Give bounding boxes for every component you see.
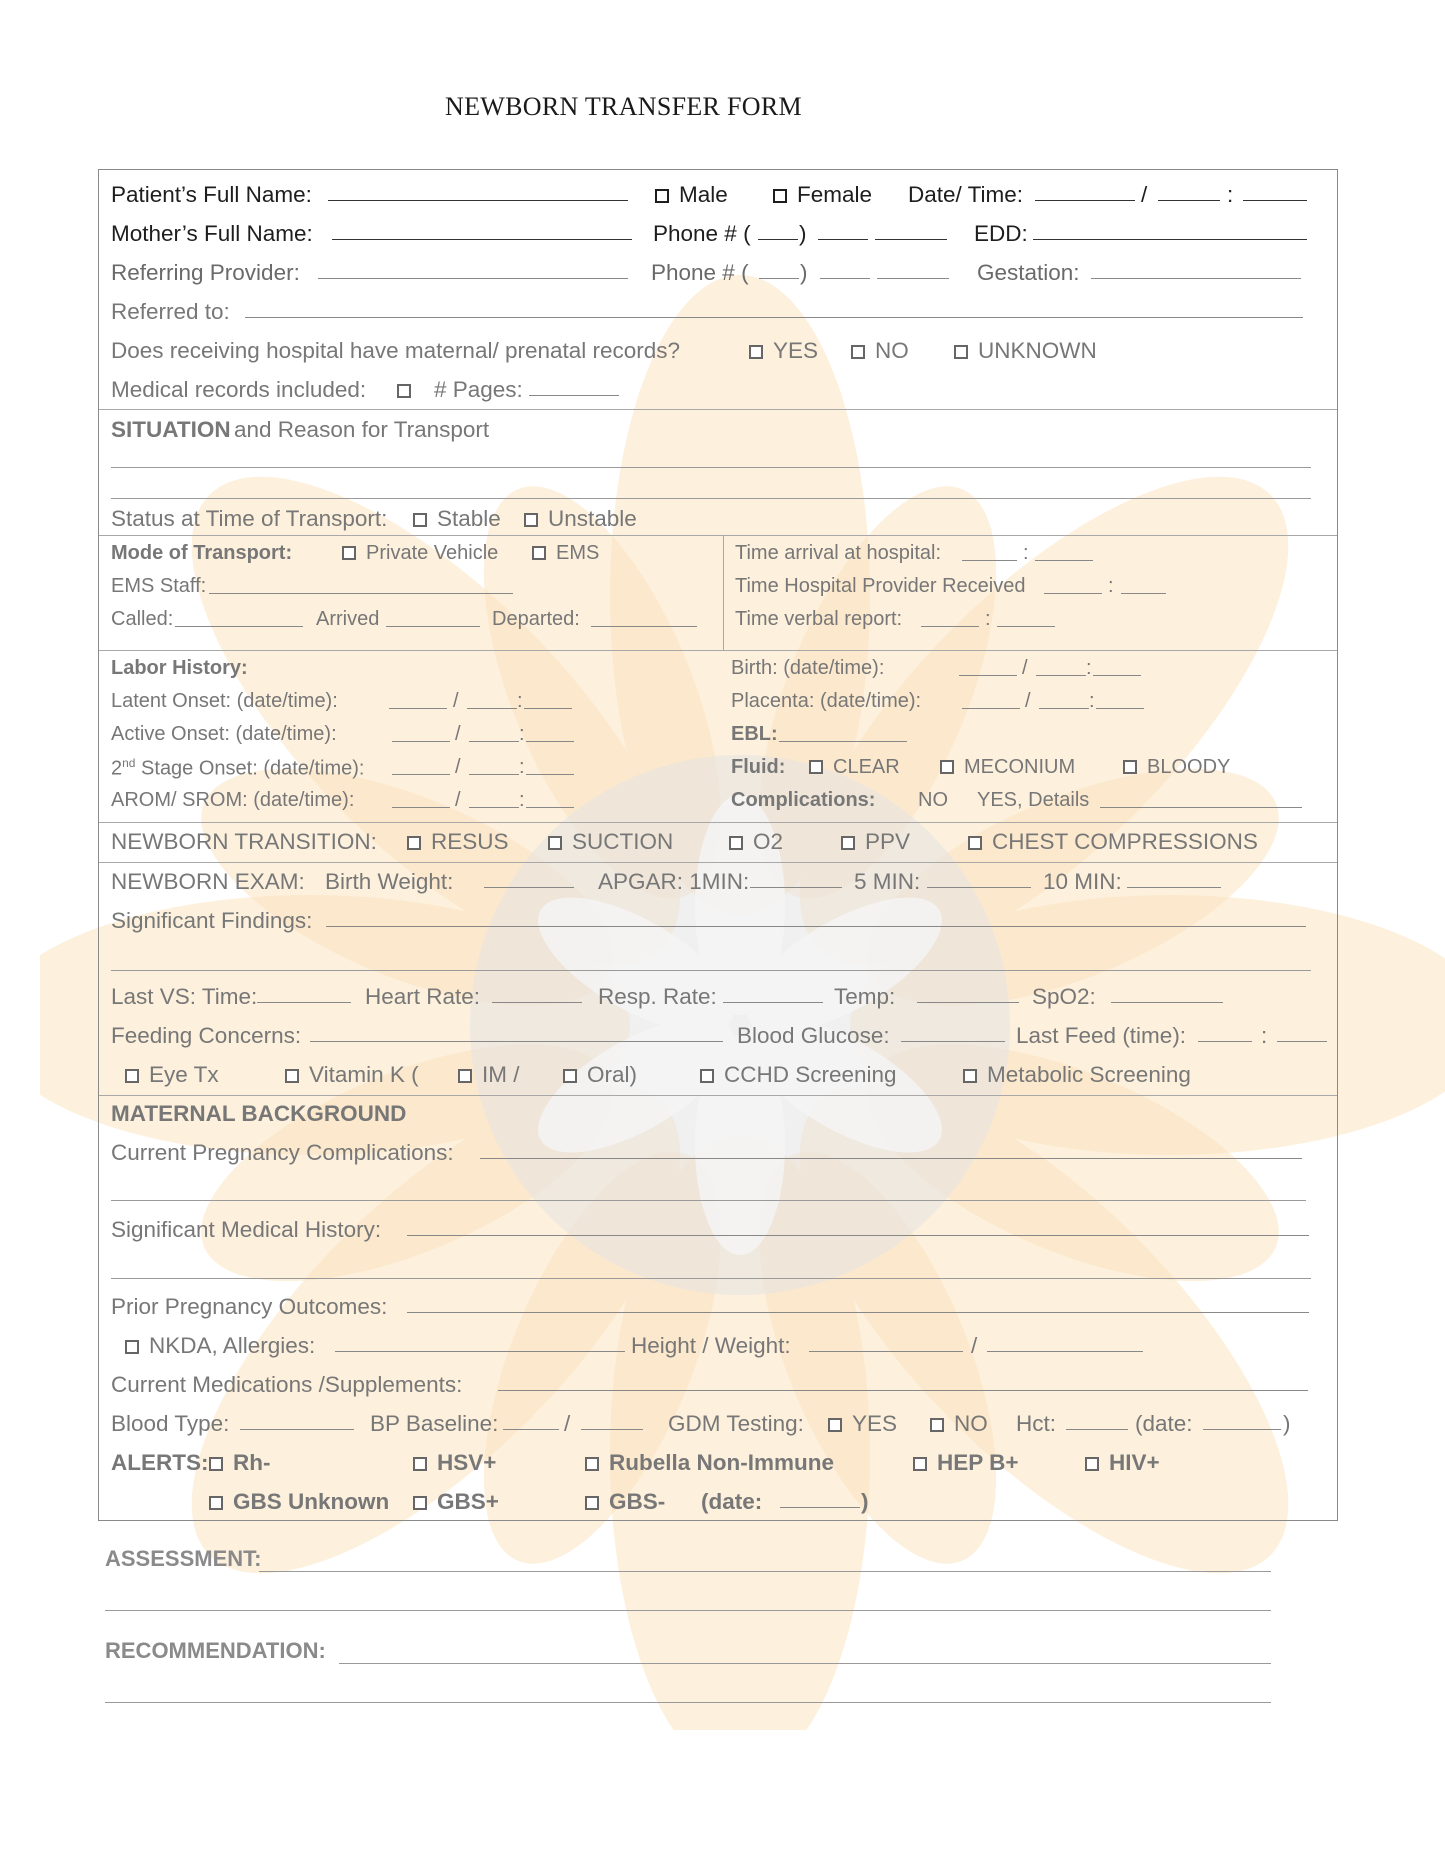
findings-label: Significant Findings: [111, 908, 313, 933]
bloody-checkbox[interactable] [1123, 760, 1137, 774]
mode-label: Mode of Transport: [111, 542, 293, 564]
hsv-group[interactable]: HSV+ [413, 1450, 496, 1476]
ems-staff-field[interactable] [209, 575, 513, 594]
last-vs-time-field[interactable] [257, 984, 351, 1003]
arrived-field[interactable] [386, 608, 480, 627]
clear-checkbox[interactable] [809, 760, 823, 774]
datetime-label: Date/ Time: [908, 182, 1024, 207]
gestation-label: Gestation: [977, 260, 1080, 285]
records-no-group[interactable]: NO [851, 338, 909, 364]
unstable-group[interactable]: Unstable [524, 506, 637, 532]
referring-provider-field[interactable] [318, 260, 628, 279]
provider-phone-line[interactable] [877, 260, 949, 279]
resp-rate-field[interactable] [723, 984, 823, 1003]
blood-type-field[interactable] [240, 1411, 354, 1430]
private-vehicle-group[interactable]: Private Vehicle [342, 542, 498, 565]
birth-weight-label: Birth Weight: [325, 869, 454, 894]
divider-transition [99, 822, 1337, 823]
mother-name-field[interactable] [332, 221, 632, 240]
clear-group[interactable]: CLEAR [809, 756, 900, 779]
complications-label: Complications: [731, 789, 876, 811]
called-field[interactable] [175, 608, 303, 627]
ebl-label: EBL: [731, 723, 778, 745]
temp-field[interactable] [917, 984, 1019, 1003]
gdm-label: GDM Testing: [668, 1411, 804, 1436]
referring-provider-label: Referring Provider: [111, 260, 300, 285]
resp-rate-label: Resp. Rate: [598, 984, 717, 1009]
resus-checkbox[interactable] [407, 836, 421, 850]
arrival-label: Time arrival at hospital: [735, 542, 941, 564]
male-checkbox-group[interactable]: Male [655, 182, 728, 208]
provider-phone-area[interactable] [759, 260, 799, 279]
vitamin-k-group[interactable]: Vitamin K ( [285, 1062, 419, 1088]
ppv-checkbox[interactable] [841, 836, 855, 850]
temp-label: Temp: [834, 984, 896, 1009]
arom-label: AROM/ SROM: (date/time): [111, 789, 355, 811]
oral-group[interactable]: Oral) [563, 1062, 637, 1088]
fluid-label: Fluid: [731, 756, 786, 778]
records-unknown-group[interactable]: UNKNOWN [954, 338, 1097, 364]
alerts-label: ALERTS: [111, 1450, 209, 1475]
gbs-unknown-group[interactable]: GBS Unknown [209, 1489, 389, 1515]
chest-compressions-group[interactable]: CHEST COMPRESSIONS [968, 829, 1258, 855]
last-vs-label: Last VS: Time: [111, 984, 258, 1009]
patient-name-label: Patient’s Full Name: [111, 182, 312, 207]
second-stage-date-field[interactable] [392, 756, 450, 775]
arrival-minute-field[interactable] [1035, 542, 1093, 561]
ebl-field[interactable] [779, 723, 907, 742]
spo2-label: SpO2: [1032, 984, 1096, 1009]
gestation-field[interactable] [1091, 260, 1301, 279]
pregnancy-complications-field[interactable] [480, 1140, 1302, 1159]
nkda-checkbox[interactable] [125, 1340, 139, 1354]
second-stage-label: 2nd Stage Onset: (date/time): [111, 756, 365, 780]
medical-history-label: Significant Medical History: [111, 1217, 382, 1242]
placenta-hour-field[interactable] [1039, 690, 1089, 709]
complications-no[interactable]: NO [918, 789, 948, 811]
mother-phone-prefix[interactable] [818, 221, 868, 240]
blood-type-label: Blood Type: [111, 1411, 230, 1436]
verbal-report-hour-field[interactable] [921, 608, 979, 627]
hiv-checkbox[interactable] [1085, 1457, 1099, 1471]
provider-received-label: Time Hospital Provider Received [735, 575, 1026, 597]
medications-field[interactable] [498, 1372, 1308, 1391]
glucose-label: Blood Glucose: [737, 1023, 890, 1048]
placenta-minute-field[interactable] [1096, 690, 1144, 709]
ems-staff-label: EMS Staff: [111, 575, 207, 597]
gbs-plus-group[interactable]: GBS+ [413, 1489, 499, 1515]
last-feed-hour-field[interactable] [1198, 1023, 1252, 1042]
last-feed-minute-field[interactable] [1277, 1023, 1327, 1042]
rh-group[interactable]: Rh- [209, 1450, 271, 1476]
gbs-unknown-checkbox[interactable] [209, 1496, 223, 1510]
situation-line-1[interactable] [111, 467, 1311, 468]
arrived-label: Arrived [316, 608, 380, 630]
pages-field[interactable] [529, 377, 619, 396]
arom-date-field[interactable] [392, 789, 450, 808]
female-checkbox[interactable] [773, 189, 787, 203]
complications-details-field[interactable] [1100, 789, 1302, 808]
mother-phone-line[interactable] [875, 221, 947, 240]
hiv-group[interactable]: HIV+ [1085, 1450, 1160, 1476]
apgar-10min-label: 10 MIN: [1043, 869, 1122, 894]
metabolic-checkbox[interactable] [963, 1069, 977, 1083]
divider-maternal [99, 1095, 1337, 1096]
medical-history-line-2[interactable] [111, 1278, 1311, 1279]
weight-field[interactable] [987, 1333, 1143, 1352]
situation-heading-rest: and Reason for Transport [234, 417, 490, 442]
situation-heading: SITUATION [111, 417, 231, 442]
female-checkbox-group[interactable]: Female [773, 182, 872, 208]
feeding-label: Feeding Concerns: [111, 1023, 302, 1048]
assessment-field[interactable] [259, 1571, 1271, 1572]
allergies-field[interactable] [335, 1333, 625, 1352]
labor-heading: Labor History: [111, 657, 248, 679]
glucose-field[interactable] [901, 1023, 1005, 1042]
gdm-yes-group[interactable]: YES [828, 1411, 897, 1437]
active-label: Active Onset: (date/time): [111, 723, 337, 745]
gbs-minus-checkbox[interactable] [585, 1496, 599, 1510]
maternal-heading: MATERNAL BACKGROUND [111, 1101, 407, 1126]
second-stage-hour-field[interactable] [469, 756, 519, 775]
records-yes-checkbox[interactable] [749, 345, 763, 359]
complications-yes[interactable]: YES, Details [977, 789, 1090, 811]
placenta-date-field[interactable] [962, 690, 1020, 709]
placenta-label: Placenta: (date/time): [731, 690, 922, 712]
active-date-field[interactable] [392, 723, 450, 742]
gbs-minus-group[interactable]: GBS- [585, 1489, 665, 1515]
o2-group[interactable]: O2 [729, 829, 783, 855]
prior-outcomes-label: Prior Pregnancy Outcomes: [111, 1294, 388, 1319]
medical-records-checkbox[interactable] [397, 384, 411, 398]
oral-checkbox[interactable] [563, 1069, 577, 1083]
transfer-form: Patient’s Full Name: Male Female Date/ Time: / : Mother’s Full Name: Phone # ( ) EDD: Referring Provider: Phone # ( ) Gestation: Referred to: Does receiving hospital have maternal/ prenatal records? YES NO UNKNOWN Medical records included: # Pages: SITUATION and Reason for Transport Status at Time of Transport: Stable Unstable Mode of Transport: Private Vehicle EMS Time arrival at hospital: : EMS Staff: Time Hospital Provider Received : Called: Arrived Departed: Time verbal report: : Labor History: Birth: (date/time): / : Latent Onset: (date/time): / : Placenta: (date/time): / : Active Onset: (date/time): / : EBL: 2nd Stage Onset: (date/time): / : Fluid: CLEAR MECONIUM BLOODY AROM/ SROM: (date/time): / : Complications: NO YES, Details NEWBORN TRANSITION: RESUS SUCTION O2 PPV CHEST COMPRESSIONS NEWBORN EXAM: Birth Weight: APGAR: 1MIN: 5 MIN: 10 MIN: Significant Findings: Last VS: Time: Heart Rate: Resp. Rate: Temp: SpO2: Feeding Concerns: Blood Glucose: Last Feed (time): : Eye Tx Vitamin K ( IM / Oral) CCHD Screening Metabolic Screening MATERNAL BACKGROUND Current Pregnancy Complications: Significant Medical History: Prior Pregnancy Outcomes: NKDA, Allergies: Height / Weight: / Current Medications /Supplements: Blood Type: BP Baseline: / GDM Testing: YES NO Hct: (date: ) ALERTS: Rh- HSV+ Rubella Non-Immune HEP B+ HIV+ GBS Unknown GBS+ GBS- (date: ) [98, 169, 1338, 1521]
meconium-group[interactable]: MECONIUM [940, 756, 1075, 779]
verbal-report-label: Time verbal report: [735, 608, 903, 630]
arom-hour-field[interactable] [469, 789, 519, 808]
nkda-group[interactable]: NKDA, Allergies: [125, 1333, 315, 1359]
ppv-group[interactable]: PPV [841, 829, 910, 855]
exam-label: NEWBORN EXAM: [111, 869, 305, 894]
assessment-label: ASSESSMENT: [105, 1546, 262, 1571]
medical-records-label: Medical records included: [111, 377, 367, 402]
vitamin-k-checkbox[interactable] [285, 1069, 299, 1083]
provider-received-hour-field[interactable] [1044, 575, 1102, 594]
pages-label: # Pages: [434, 377, 523, 402]
findings-field[interactable] [326, 908, 1306, 927]
cchd-group[interactable]: CCHD Screening [700, 1062, 897, 1088]
eye-tx-group[interactable]: Eye Tx [125, 1062, 219, 1088]
suction-group[interactable]: SUCTION [548, 829, 673, 855]
birth-weight-field[interactable] [484, 869, 574, 888]
hepb-group[interactable]: HEP B+ [913, 1450, 1019, 1476]
metabolic-group[interactable]: Metabolic Screening [963, 1062, 1191, 1088]
latent-minute-field[interactable] [524, 690, 572, 709]
provider-phone-prefix[interactable] [820, 260, 870, 279]
referred-to-field[interactable] [245, 299, 1303, 318]
recommendation-line-2[interactable] [105, 1702, 1271, 1703]
departed-label: Departed: [492, 608, 580, 630]
verbal-report-minute-field[interactable] [997, 608, 1055, 627]
mother-phone-label: Phone # ( [653, 221, 751, 246]
bp-diastolic-field[interactable] [581, 1411, 643, 1430]
mother-name-label: Mother’s Full Name: [111, 221, 313, 246]
male-checkbox[interactable] [655, 189, 669, 203]
recommendation-label: RECOMMENDATION: [105, 1638, 326, 1663]
recommendation-field[interactable] [339, 1663, 1271, 1664]
gdm-no-checkbox[interactable] [930, 1418, 944, 1432]
rubella-group[interactable]: Rubella Non-Immune [585, 1450, 834, 1476]
second-stage-minute-field[interactable] [526, 756, 574, 775]
apgar-10min-field[interactable] [1127, 869, 1221, 888]
apgar-5min-label: 5 MIN: [854, 869, 921, 894]
eye-tx-checkbox[interactable] [125, 1069, 139, 1083]
date-field[interactable] [1035, 182, 1135, 201]
spo2-field[interactable] [1111, 984, 1223, 1003]
edd-label: EDD: [974, 221, 1028, 246]
gbs-date-field[interactable] [780, 1489, 860, 1508]
called-label: Called: [111, 608, 174, 630]
height-field[interactable] [809, 1333, 963, 1352]
edd-field[interactable] [1033, 221, 1307, 240]
stable-group[interactable]: Stable [413, 506, 501, 532]
records-no-checkbox[interactable] [851, 345, 865, 359]
records-question: Does receiving hospital have maternal/ prenatal records? [111, 338, 681, 363]
records-yes-group[interactable]: YES [749, 338, 818, 364]
birth-minute-field[interactable] [1093, 657, 1141, 676]
stable-checkbox[interactable] [413, 513, 427, 527]
gbs-plus-checkbox[interactable] [413, 1496, 427, 1510]
provider-phone-label: Phone # ( [651, 260, 749, 285]
hour-field[interactable] [1158, 182, 1220, 201]
status-label: Status at Time of Transport: [111, 506, 388, 531]
height-weight-label: Height / Weight: [631, 1333, 791, 1358]
heart-rate-label: Heart Rate: [365, 984, 481, 1009]
last-feed-label: Last Feed (time): [1016, 1023, 1187, 1048]
private-vehicle-checkbox[interactable] [342, 546, 356, 560]
rh-checkbox[interactable] [209, 1457, 223, 1471]
birth-hour-field[interactable] [1036, 657, 1086, 676]
hct-field[interactable] [1066, 1411, 1128, 1430]
chest-compressions-checkbox[interactable] [968, 836, 982, 850]
im-checkbox[interactable] [458, 1069, 472, 1083]
resus-group[interactable]: RESUS [407, 829, 509, 855]
gbs-date-label: (date: [701, 1489, 763, 1514]
records-unknown-checkbox[interactable] [954, 345, 968, 359]
cchd-checkbox[interactable] [700, 1069, 714, 1083]
birth-label: Birth: (date/time): [731, 657, 885, 679]
latent-label: Latent Onset: (date/time): [111, 690, 338, 712]
bp-baseline-label: BP Baseline: [370, 1411, 499, 1436]
feeding-field[interactable] [310, 1023, 723, 1042]
apgar-label: APGAR: 1MIN: [598, 869, 750, 894]
prior-outcomes-field[interactable] [407, 1294, 1309, 1313]
pregnancy-complications-line-2[interactable] [111, 1200, 1306, 1201]
provider-received-minute-field[interactable] [1121, 575, 1166, 594]
medications-label: Current Medications /Supplements: [111, 1372, 463, 1397]
assessment-line-2[interactable] [105, 1610, 1271, 1611]
mother-phone-area[interactable] [758, 221, 798, 240]
unstable-checkbox[interactable] [524, 513, 538, 527]
divider-transport-vertical [723, 535, 724, 650]
o2-checkbox[interactable] [729, 836, 743, 850]
hsv-checkbox[interactable] [413, 1457, 427, 1471]
arom-minute-field[interactable] [526, 789, 574, 808]
heart-rate-field[interactable] [492, 984, 582, 1003]
divider-transport [99, 535, 1337, 536]
departed-field[interactable] [591, 608, 697, 627]
latent-hour-field[interactable] [467, 690, 517, 709]
hct-date-field[interactable] [1203, 1411, 1281, 1430]
meconium-checkbox[interactable] [940, 760, 954, 774]
divider-exam [99, 862, 1337, 863]
minute-field[interactable] [1243, 182, 1307, 201]
hepb-checkbox[interactable] [913, 1457, 927, 1471]
ems-group[interactable]: EMS [532, 542, 599, 565]
pregnancy-complications-label: Current Pregnancy Complications: [111, 1140, 454, 1165]
divider-labor [99, 650, 1337, 651]
rubella-checkbox[interactable] [585, 1457, 599, 1471]
bloody-group[interactable]: BLOODY [1123, 756, 1230, 779]
medical-records-checkbox-group[interactable] [397, 377, 421, 403]
ems-checkbox[interactable] [532, 546, 546, 560]
form-title: NEWBORN TRANSFER FORM [445, 92, 802, 121]
active-minute-field[interactable] [526, 723, 574, 742]
birth-date-field[interactable] [959, 657, 1017, 676]
arrival-hour-field[interactable] [962, 542, 1017, 561]
hct-date-label: (date: [1135, 1411, 1193, 1436]
apgar-1min-field[interactable] [750, 869, 842, 888]
referred-to-label: Referred to: [111, 299, 230, 324]
patient-name-field[interactable] [328, 182, 628, 201]
hct-label: Hct: [1016, 1411, 1057, 1436]
gdm-no-group[interactable]: NO [930, 1411, 988, 1437]
gdm-yes-checkbox[interactable] [828, 1418, 842, 1432]
suction-checkbox[interactable] [548, 836, 562, 850]
findings-line-2[interactable] [111, 970, 1311, 971]
transition-label: NEWBORN TRANSITION: [111, 829, 377, 854]
bp-systolic-field[interactable] [503, 1411, 559, 1430]
latent-date-field[interactable] [389, 690, 447, 709]
divider-situation [99, 409, 1337, 410]
apgar-5min-field[interactable] [927, 869, 1031, 888]
active-hour-field[interactable] [469, 723, 519, 742]
im-group[interactable]: IM / [458, 1062, 520, 1088]
situation-line-2[interactable] [111, 498, 1311, 499]
medical-history-field[interactable] [407, 1217, 1309, 1236]
